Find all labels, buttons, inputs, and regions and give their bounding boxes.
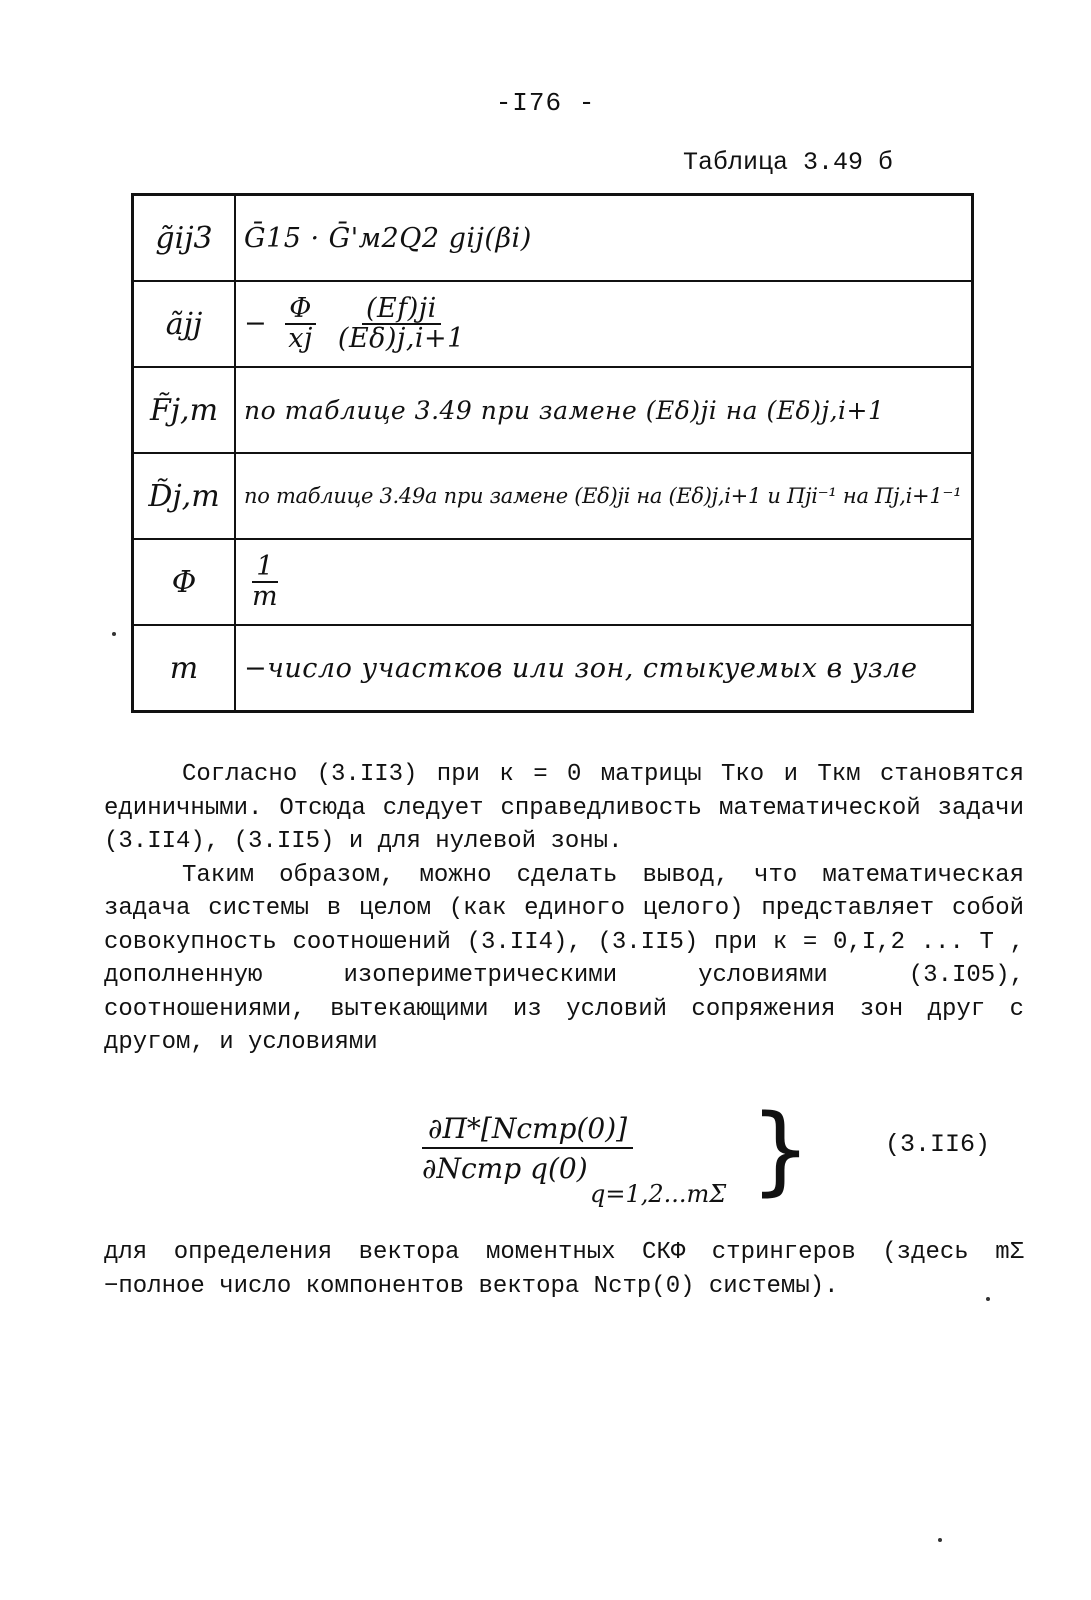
row-content: Ḡ15 · Ḡ'м2Q2 gij(βi) bbox=[235, 195, 973, 282]
paragraph-block bbox=[104, 758, 1024, 1060]
paragraph-2: Таким образом, можно сделать вывод, что математическая задача системы в целом (как единого целого) представляет собой совокупность соотношений (3.II4), (3.II5) при к = 0,I,2 ... Т , дополненную изопериметрическими условиями (3.I05), соотношениями, вытекающими из условий сопряжения зон друг с другом, и условиями bbox=[104, 861, 1024, 1056]
parameter-table bbox=[131, 193, 974, 713]
row-content: по таблице 3.49а при замене (Eδ)ji на (Eδ)j,i+1 и Пji⁻¹ на Пj,i+1⁻¹ bbox=[235, 453, 973, 539]
row-symbol: D̃j,m bbox=[133, 453, 236, 539]
fraction-denominator: xj bbox=[288, 323, 313, 354]
fraction bbox=[334, 292, 469, 354]
row-content: −число участков или зон, стыкуемых в узле bbox=[235, 625, 973, 712]
fraction-numerator: 1 bbox=[252, 553, 278, 583]
fraction-denominator: (Eδ)j,i+1 bbox=[337, 323, 465, 354]
fraction bbox=[248, 550, 282, 612]
row-content bbox=[235, 281, 973, 367]
fraction-numerator: (Ef)ji bbox=[362, 295, 441, 325]
table-row bbox=[133, 453, 973, 539]
row-content: по таблице 3.49 при замене (Eδ)ji на (Eδ)j,i+1 bbox=[235, 367, 973, 453]
equation-3-116 bbox=[410, 1094, 812, 1212]
row-symbol: m bbox=[133, 625, 236, 712]
fraction-numerator: Φ bbox=[285, 295, 316, 325]
table-row bbox=[133, 281, 973, 367]
table-caption: Таблица 3.49 б bbox=[683, 148, 894, 177]
table-row bbox=[133, 539, 973, 625]
table-row bbox=[133, 367, 973, 453]
equation-number: (3.II6) bbox=[885, 1130, 991, 1159]
row-symbol: g̃ij3 bbox=[133, 195, 236, 282]
right-brace-icon: } bbox=[750, 1094, 812, 1206]
row-symbol: F̃j,m bbox=[133, 367, 236, 453]
minus-sign: − bbox=[244, 307, 268, 339]
row-symbol: ãjj bbox=[133, 281, 236, 367]
formula-numerator: ∂П*[Nстр(0)] bbox=[422, 1112, 633, 1149]
speck-icon bbox=[986, 1297, 990, 1301]
page-number: -I76 - bbox=[495, 88, 596, 118]
paragraph-3: для определения вектора моментных СКФ стрингеров (здесь mΣ −полное число компонентов вектора Nстр(0) системы). bbox=[104, 1239, 1024, 1300]
fraction bbox=[284, 292, 317, 354]
formula-denominator: ∂Nстр q(0) bbox=[422, 1152, 588, 1185]
row-content bbox=[235, 539, 973, 625]
paragraph-1: Согласно (3.II3) при к = 0 матрицы Тко и Ткм становятся единичными. Отсюда следует справедливость математической задачи (3.II4), (3.II5) и для нулевой зоны. bbox=[104, 761, 1024, 855]
row-symbol: Φ bbox=[133, 539, 236, 625]
speck-icon bbox=[938, 1538, 942, 1542]
fraction-denominator: m bbox=[252, 581, 279, 612]
paragraph-block-bottom bbox=[104, 1236, 1024, 1303]
table-row bbox=[133, 625, 973, 712]
speck-icon bbox=[112, 632, 116, 636]
table-row bbox=[133, 195, 973, 282]
formula-subscript: q=1,2...mΣ bbox=[590, 1180, 727, 1208]
